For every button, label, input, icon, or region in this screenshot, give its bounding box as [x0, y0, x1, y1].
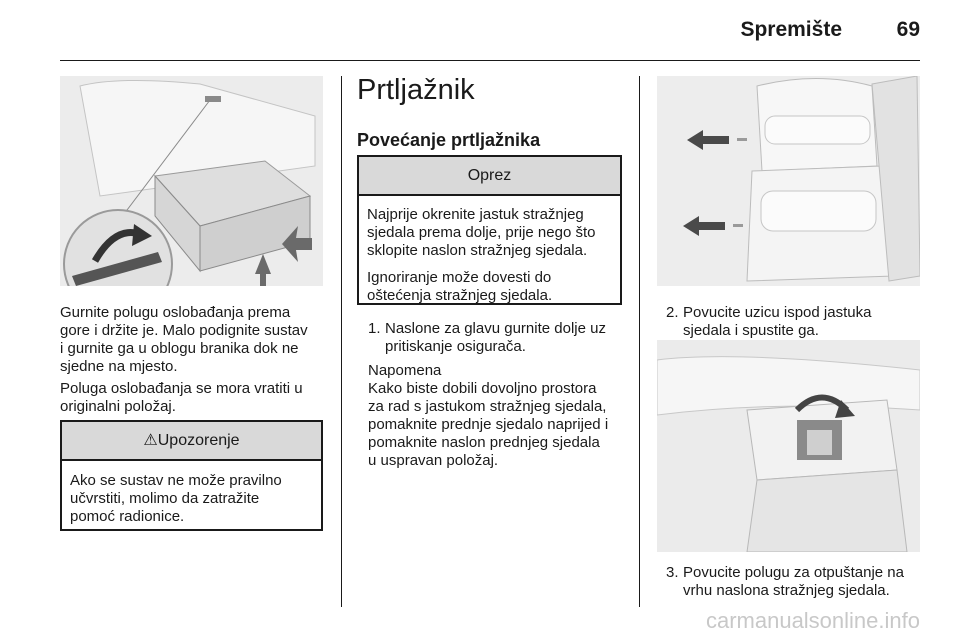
rear-seat-headrest-illustration — [657, 76, 920, 286]
text-line: sjedala prema dolje, prije nego što — [367, 224, 596, 241]
text-line: Kako biste dobili dovoljno prostora — [368, 380, 597, 397]
text-line: pomaknite prednje sjedalo naprijed i — [368, 416, 609, 433]
step-3 — [666, 564, 926, 604]
step-1 — [368, 320, 628, 360]
step-text — [683, 304, 871, 340]
step-number: 2. — [666, 304, 679, 321]
intro-paragraph — [60, 304, 330, 376]
caution-paragraph — [367, 269, 612, 305]
caution-title: Oprez — [359, 157, 620, 196]
section-title: Spremište — [740, 18, 842, 41]
column-divider-left — [341, 76, 342, 607]
step-text — [385, 320, 606, 356]
header-divider — [60, 60, 920, 61]
seat-cushion-strap-illustration — [657, 340, 920, 552]
text-line: za rad s jastukom stražnjeg sjedala, — [368, 398, 607, 415]
warning-body — [62, 461, 321, 534]
text-line: Povucite polugu za otpuštanje na — [683, 564, 904, 581]
warning-icon: ⚠ — [143, 432, 158, 449]
step-number: 1. — [368, 320, 381, 337]
step-number: 3. — [666, 564, 679, 581]
subsection-heading: Povećanje prtljažnika — [357, 130, 541, 150]
text-line: gore i držite je. Malo podignite sustav — [60, 322, 308, 339]
section-heading: Prtljažnik — [357, 74, 475, 106]
text-line: Povucite uzicu ispod jastuka — [683, 304, 872, 321]
step-2 — [666, 304, 926, 344]
text-line: Naslone za glavu gurnite dolje uz — [385, 320, 606, 337]
text-line: pomoć radionice. — [70, 508, 185, 525]
seat-cushion-drawing — [657, 340, 920, 552]
text-line: pomaknite naslon prednjeg sjedala — [368, 434, 600, 451]
text-line: Gurnite polugu oslobađanja prema — [60, 304, 291, 321]
text-line: Poluga oslobađanja se mora vratiti u — [60, 380, 303, 397]
text-line: oštećenja stražnjeg sjedala. — [367, 287, 553, 304]
rear-seat-drawing — [657, 76, 920, 286]
text-line: originalni položaj. — [60, 398, 176, 415]
note-label: Napomena — [368, 362, 442, 379]
text-line: u uspravan položaj. — [368, 452, 499, 469]
text-line: pritiskanje osigurača. — [385, 338, 526, 355]
page-number: 69 — [896, 18, 920, 41]
caution-box — [357, 155, 622, 305]
note-block — [368, 362, 633, 470]
text-line: vrhu naslona stražnjeg sjedala. — [683, 582, 890, 599]
text-line: sjedala i spustite ga. — [683, 322, 819, 339]
caution-body — [359, 196, 620, 313]
warning-header — [62, 422, 321, 461]
bumper-storage-illustration — [60, 76, 323, 286]
warning-box — [60, 420, 323, 531]
text-line: Ako se sustav ne može pravilno — [70, 472, 282, 489]
text-line: učvrstiti, molimo da zatražite — [70, 490, 260, 507]
text-line: sklopite naslon stražnjeg sjedala. — [367, 242, 588, 259]
release-paragraph — [60, 380, 330, 416]
column-divider-right — [639, 76, 640, 607]
caution-paragraph — [367, 206, 612, 260]
step-text — [683, 564, 904, 600]
bumper-storage-drawing — [60, 76, 323, 286]
text-line: Najprije okrenite jastuk stražnjeg — [367, 206, 584, 223]
warning-title: Upozorenje — [157, 432, 240, 449]
text-line: Ignoriranje može dovesti do — [367, 269, 552, 286]
watermark: carmanualsonline.info — [705, 608, 920, 633]
text-line: sjedne na mjesto. — [60, 358, 178, 375]
text-line: i gurnite ga u oblogu branika dok ne — [60, 340, 299, 357]
